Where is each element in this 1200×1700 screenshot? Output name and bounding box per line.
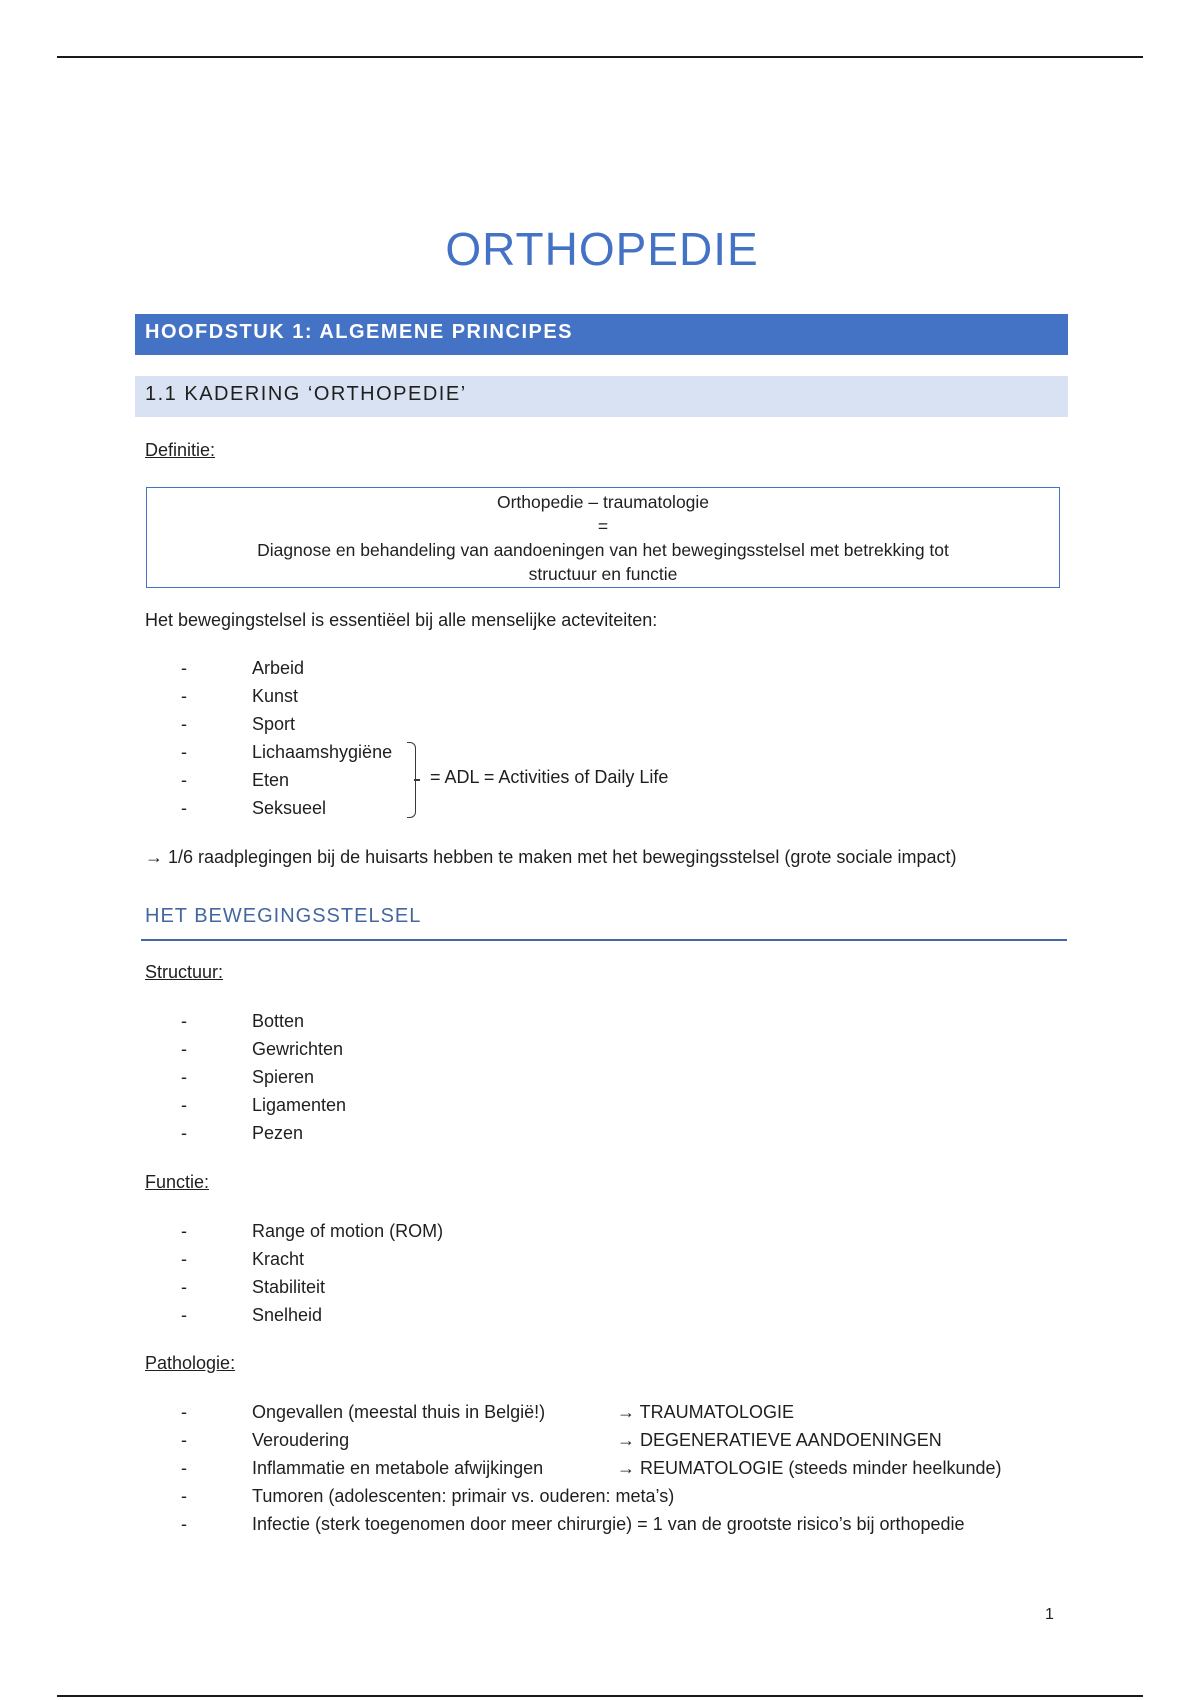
subsection-heading: HET BEWEGINGSSTELSEL <box>145 905 422 927</box>
definition-label: Definitie: <box>145 440 216 460</box>
adl-note: = ADL = Activities of Daily Life <box>430 767 669 787</box>
definition-text: Diagnose en behandeling van aandoeningen van het bewegingsstelsel met betrekking tot <box>257 540 949 560</box>
bracket-tick <box>414 779 420 781</box>
chapter-heading: HOOFDSTUK 1: ALGEMENE PRINCIPES <box>135 314 1068 355</box>
page-number: 1 <box>1045 1606 1054 1623</box>
definition-term: Orthopedie – traumatologie <box>496 492 710 512</box>
section-heading: 1.1 KADERING ‘ORTHOPEDIE’ <box>135 376 1068 417</box>
definition-box <box>146 487 1060 588</box>
intro-text: Het bewegingstelsel is essentiëel bij alle menselijke acteviteiten: <box>145 610 658 630</box>
definition-equals: = <box>597 516 609 536</box>
definition-text-cont: structuur en functie <box>528 564 678 584</box>
function-label: Functie: <box>145 1172 210 1192</box>
footer-rule <box>57 1695 1143 1697</box>
subsection-rule <box>141 939 1067 941</box>
header-rule <box>57 56 1143 58</box>
page-title: ORTHOPEDIE <box>445 223 759 275</box>
pathology-label: Pathologie: <box>145 1353 236 1373</box>
structure-label: Structuur: <box>145 962 224 982</box>
impact-note: → 1/6 raadplegingen bij de huisarts hebben te maken met het bewegingsstelsel (grote sociale impact) <box>145 847 957 867</box>
